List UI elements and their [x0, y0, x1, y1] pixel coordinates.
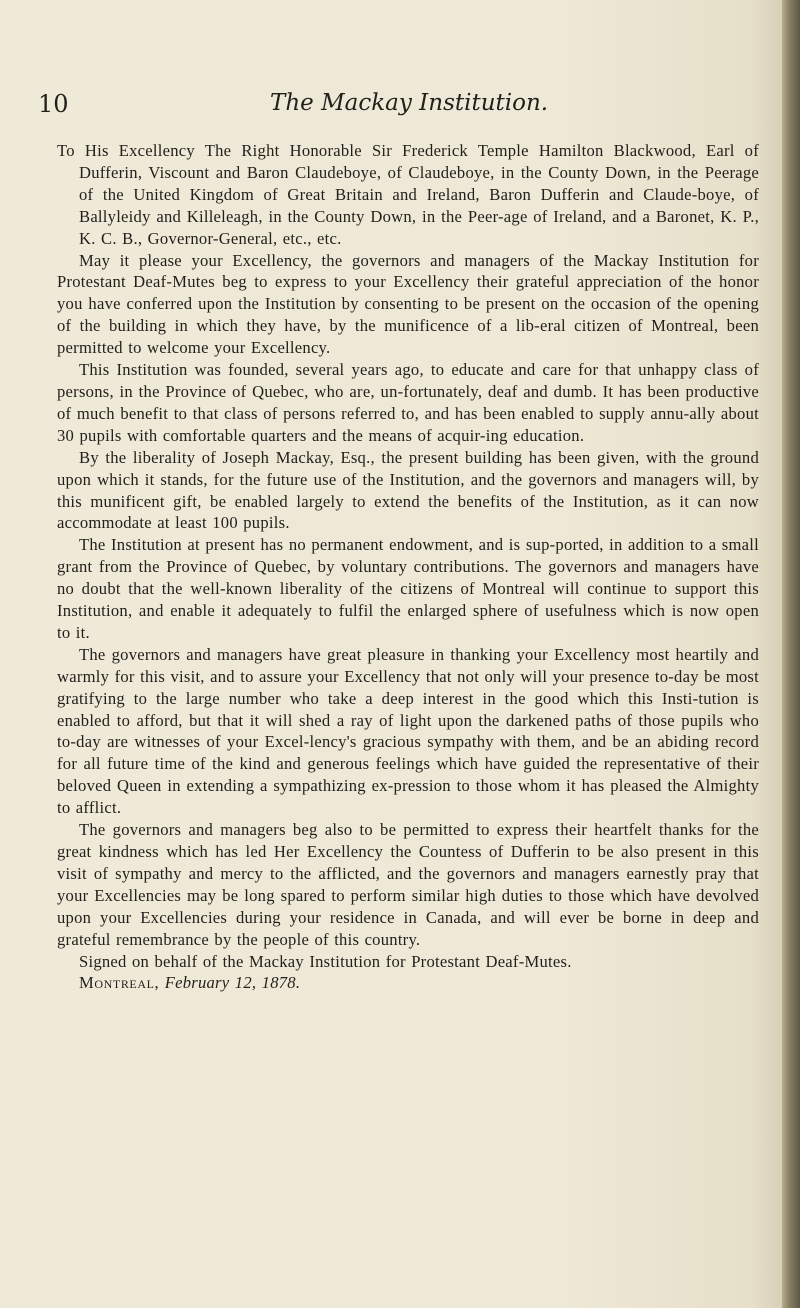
paragraph: This Institution was founded, several years ago, to educate and care for that unhappy class of persons, in the Province of Quebec, who are, un-fortunately, deaf and dumb. It has been productive of much benefit to that class of persons referred to, and has been enabled to supply annu-ally about 30 pupils with comfortable quarters and the means of acquir-ing education. [57, 360, 759, 445]
salutation-block: To His Excellency The Right Honorable Sir Frederick Temple Hamilton Blackwood, Earl of Dufferin, Viscount and Baron Claudeboye, of Claudeboye, in the County Down, in the Peerage of the United Kingdom of Great Britain and Ireland, Baron Dufferin and Claude-boye, of Ballyleidy and Killeleagh, in the County Down, in the Peer-age of Ireland, and a Baronet, K. P., K. C. B., Governor-General, etc., etc. [57, 141, 759, 248]
paragraph: The governors and managers have great pleasure in thanking your Excellency most heartily and warmly for this visit, and to assure your Excellency that not only will your presence to-day be most gratifying to the large number who take a deep interest in the good which this Insti-tution is enabled to afford, but that it will shed a ray of light upon the darkened paths of those pupils who to-day are witnesses of your Excel-lency's gracious sympathy with them, and be an abiding record for all future time of the kind and generous feelings which have guided the representative of their beloved Queen in extending a sympathizing ex-pression to those whom it has pleased the Almighty to afflict. [57, 644, 759, 818]
book-spine-edge [782, 0, 800, 1308]
place-date-line [57, 972, 759, 994]
paragraph: The governors and managers beg also to be permitted to express their heartfelt thanks for the great kindness which has led Her Excellency the Countess of Dufferin to be also present in this visit of sympathy and mercy to the afflicted, and the governors and managers earnestly pray that your Excellencies may be long spared to perform similar high duties to those which have devolved upon your Excellencies during your residence in Canada, and will ever be borne in deep and grateful remembrance by the people of this country. [57, 820, 759, 949]
page-header [0, 90, 800, 130]
place: Montreal, [79, 973, 160, 993]
paragraph: The Institution at present has no permanent endowment, and is sup-ported, in addition to a small grant from the Province of Quebec, by voluntary contributions. The governors and managers have no doubt that the well-known liberality of the citizens of Montreal will continue to support this Institution, and enable it adequately to fulfil the enlarged sphere of usefulness which is now open to it. [57, 535, 759, 642]
date: February 12, 1878. [164, 973, 301, 993]
paragraph: By the liberality of Joseph Mackay, Esq., the present building has been given, with the ground upon which it stands, for the future use of the Institution, and the governors and managers will, by this munificent gift, be enabled largely to extend the benefits of the Institution, as it can now accommodate at least 100 pupils. [57, 447, 759, 533]
page-number: 10 [38, 90, 69, 118]
running-title: The Mackay Institution. [270, 90, 549, 116]
signature-line: Signed on behalf of the Mackay Institution for Protestant Deaf-Mutes. [79, 951, 572, 971]
address-text [57, 140, 759, 994]
paragraph: May it please your Excellency, the governors and managers of the Mackay Institution for Protestant Deaf-Mutes beg to express to your Excellency their grateful appreciation of the honor you have conferred upon the Institution by consenting to be present on the occasion of the opening of the building in which they have, by the munificence of a lib-eral citizen of Montreal, been permitted to welcome your Excellency. [57, 250, 759, 358]
